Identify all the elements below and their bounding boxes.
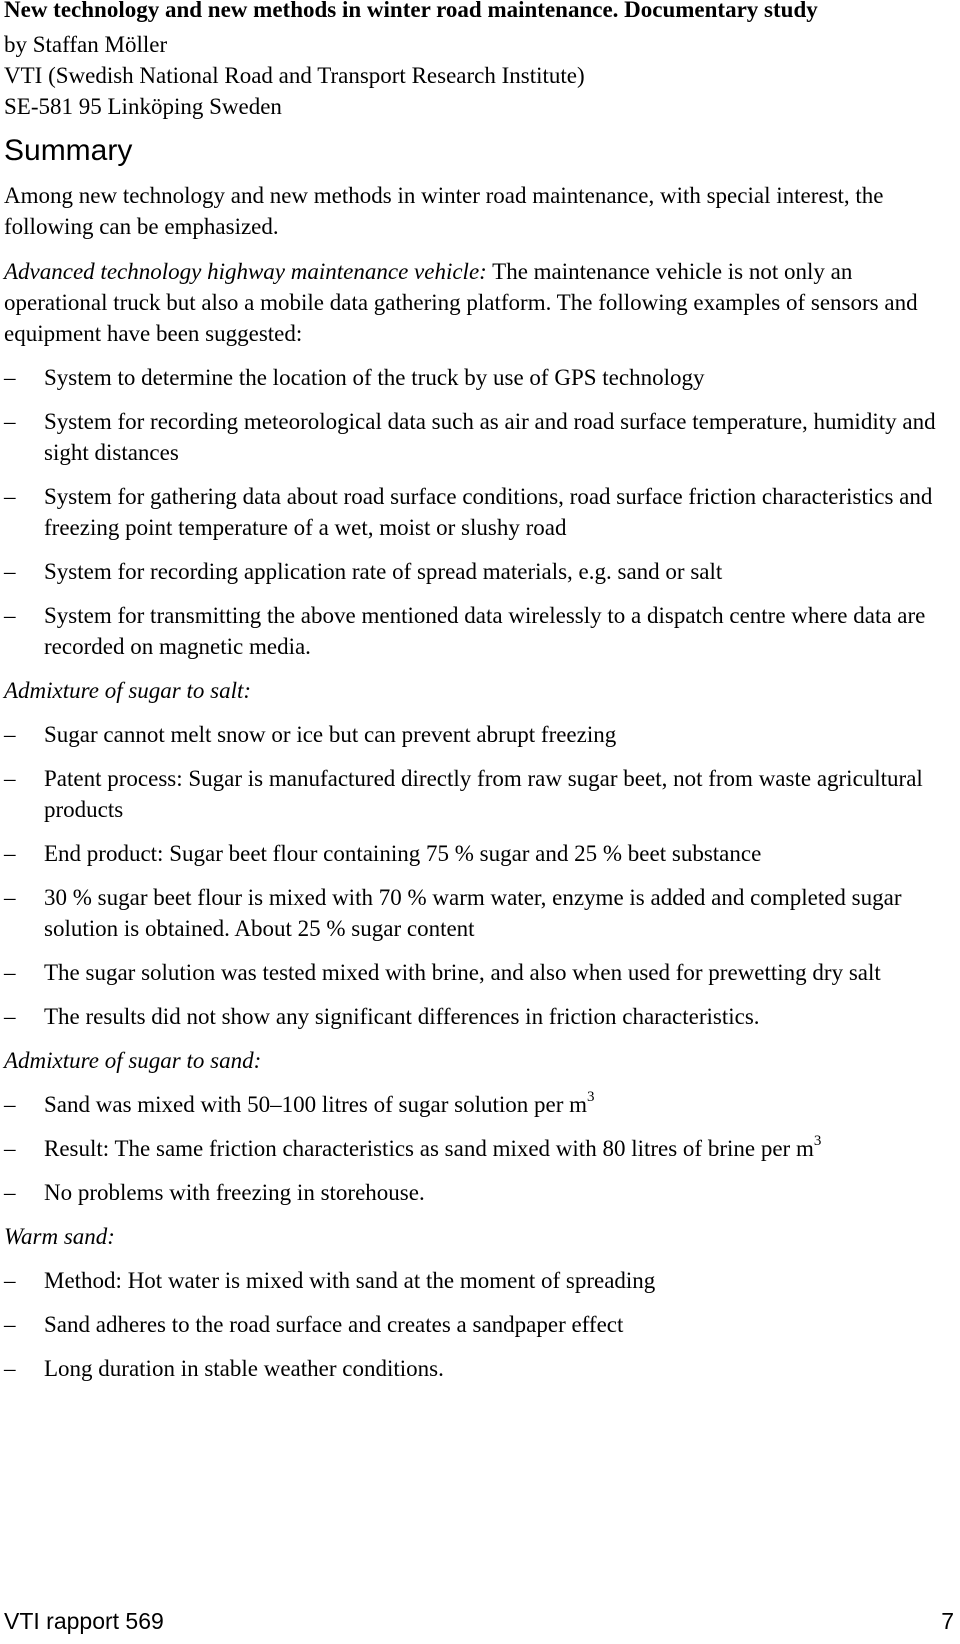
dash-bullet: – <box>4 409 16 434</box>
list-item <box>4 957 954 988</box>
list-item-text: Sand adheres to the road surface and creates a sandpaper effect <box>44 1312 624 1337</box>
list-item <box>4 600 954 662</box>
list-item-text: System to determine the location of the truck by use of GPS technology <box>44 365 705 390</box>
list-item-text: No problems with freezing in storehouse. <box>44 1180 425 1205</box>
dash-list <box>4 362 954 662</box>
dash-bullet: – <box>4 1312 16 1337</box>
dash-list <box>4 1265 954 1384</box>
dash-bullet: – <box>4 559 16 584</box>
list-item-text: Result: The same friction characteristics as sand mixed with 80 litres of brine per m <box>44 1136 814 1161</box>
list-item-text: System for recording meteorological data such as air and road surface temperature, humidity and sight distances <box>44 409 936 465</box>
list-item-text: Patent process: Sugar is manufactured directly from raw sugar beet, not from waste agricultural products <box>44 766 923 822</box>
list-item <box>4 763 954 825</box>
list-item-text: End product: Sugar beet flour containing 75 % sugar and 25 % beet substance <box>44 841 762 866</box>
list-item-text: System for transmitting the above mentioned data wirelessly to a dispatch centre where data are recorded on magnetic media. <box>44 603 926 659</box>
dash-bullet: – <box>4 1136 16 1161</box>
page-number: 7 <box>941 1608 954 1634</box>
dash-bullet: – <box>4 484 16 509</box>
list-item <box>4 362 954 393</box>
list-item <box>4 556 954 587</box>
list-item <box>4 1001 954 1032</box>
list-item <box>4 1353 954 1384</box>
summary-sections <box>4 256 954 1384</box>
dash-bullet: – <box>4 960 16 985</box>
list-item-text: Sugar cannot melt snow or ice but can prevent abrupt freezing <box>44 722 617 747</box>
document-title: New technology and new methods in winter road maintenance. Documentary study <box>4 0 818 22</box>
list-item <box>4 1265 954 1296</box>
address-line: SE-581 95 Linköping Sweden <box>4 94 282 119</box>
list-item <box>4 838 954 869</box>
dash-list <box>4 1089 954 1208</box>
author-block <box>4 29 954 122</box>
dash-bullet: – <box>4 885 16 910</box>
page-footer <box>4 1606 954 1636</box>
report-name: VTI rapport 569 <box>4 1608 164 1634</box>
list-item-text: Sand was mixed with 50–100 litres of sugar solution per m <box>44 1092 587 1117</box>
dash-bullet: – <box>4 365 16 390</box>
section-label: Admixture of sugar to salt: <box>4 678 252 703</box>
list-item <box>4 481 954 543</box>
superscript: 3 <box>813 1133 822 1150</box>
list-item <box>4 1133 954 1164</box>
summary-heading: Summary <box>4 134 133 167</box>
institute-line: VTI (Swedish National Road and Transport Research Institute) <box>4 63 585 88</box>
list-item <box>4 1089 954 1120</box>
list-item-text: System for recording application rate of spread materials, e.g. sand or salt <box>44 559 723 584</box>
dash-bullet: – <box>4 766 16 791</box>
list-item <box>4 719 954 750</box>
list-item-text: System for gathering data about road surface conditions, road surface friction characteristics and freezing point temperature of a wet, moist or slushy road <box>44 484 933 540</box>
dash-bullet: – <box>4 1092 16 1117</box>
dash-bullet: – <box>4 1268 16 1293</box>
section-label: Advanced technology highway maintenance vehicle: <box>4 259 487 284</box>
dash-list <box>4 719 954 1032</box>
list-item-text: Long duration in stable weather conditions. <box>44 1356 444 1381</box>
summary-intro: Among new technology and new methods in winter road maintenance, with special interest, the following can be emphasized. <box>4 183 884 239</box>
section-label: Admixture of sugar to sand: <box>4 1048 262 1073</box>
section-paragraph <box>4 256 954 349</box>
dash-bullet: – <box>4 1180 16 1205</box>
dash-bullet: – <box>4 1356 16 1381</box>
list-item <box>4 882 954 944</box>
list-item-text: The sugar solution was tested mixed with brine, and also when used for prewetting dry salt <box>44 960 881 985</box>
dash-bullet: – <box>4 841 16 866</box>
list-item <box>4 1309 954 1340</box>
list-item-text: 30 % sugar beet flour is mixed with 70 % warm water, enzyme is added and completed sugar solution is obtained. About 25 % sugar content <box>44 885 902 941</box>
list-item-text: Method: Hot water is mixed with sand at the moment of spreading <box>44 1268 656 1293</box>
section-label: Warm sand: <box>4 1224 115 1249</box>
superscript: 3 <box>587 1089 595 1106</box>
author-line: by Staffan Möller <box>4 32 168 57</box>
document-page <box>4 0 954 1384</box>
dash-bullet: – <box>4 603 16 628</box>
list-item <box>4 406 954 468</box>
section-text: The maintenance vehicle is not only an operational truck but also a mobile data gathering platform. The following examples of sensors and equipment have been suggested: <box>4 259 918 346</box>
list-item-text: The results did not show any significant differences in friction characteristics. <box>44 1004 760 1029</box>
dash-bullet: – <box>4 722 16 747</box>
dash-bullet: – <box>4 1004 16 1029</box>
list-item <box>4 1177 954 1208</box>
